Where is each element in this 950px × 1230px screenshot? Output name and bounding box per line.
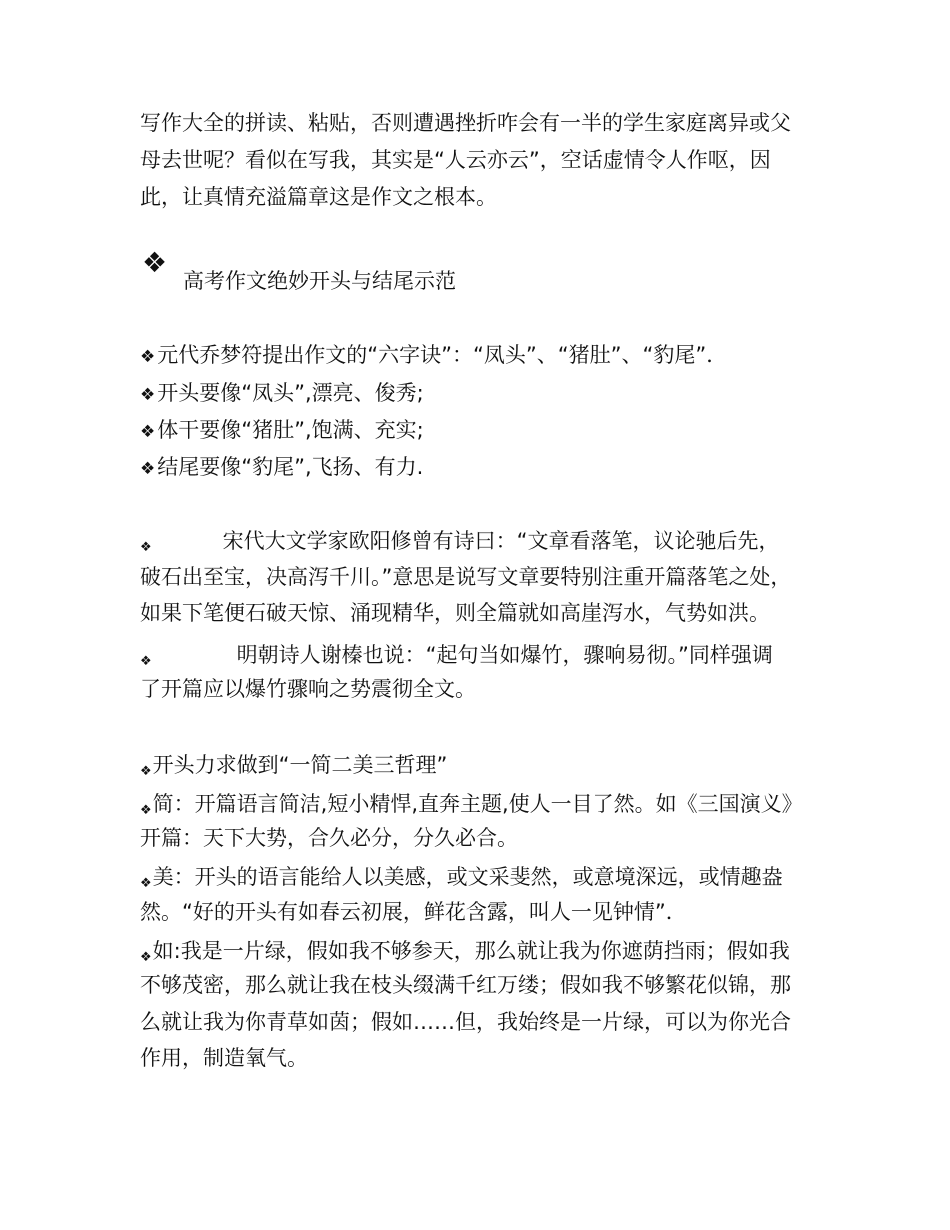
diamond-bullet-icon: ❖ <box>140 950 152 965</box>
list-item-text: 开头要像“凤头”,漂亮、俊秀; <box>157 381 424 405</box>
quote-line: 宋代大文学家欧阳修曾有诗曰：“文章看落笔，议论驰后先， <box>222 529 780 553</box>
principles-heading-text: 开头力求做到“一简二美三哲理” <box>152 753 448 777</box>
principle-line: 然。“好的开头有如春云初展，鲜花含露，叫人一见钟情”． <box>140 900 687 924</box>
diamond-bullet-icon: ❖ <box>140 764 152 779</box>
diamond-bullet-icon: ❖ <box>140 540 152 555</box>
diamond-bullet-icon: ❖ <box>140 347 156 367</box>
example-line: 不够茂密，那么就让我在枝头缀满千红万缕；假如我不够繁花似锦，那 <box>140 973 791 997</box>
intro-line: 此，让真情充溢篇章这是作文之根本。 <box>140 185 497 209</box>
list-item-text: 结尾要像“豹尾”,飞扬、有力. <box>157 455 424 479</box>
diamond-bullet-icon: ❖ <box>140 876 152 891</box>
quote-line: 了开篇应以爆竹骤响之势震彻全文。 <box>140 677 476 701</box>
principle-line: 开篇：天下大势，合久必分，分久必合。 <box>140 826 518 850</box>
list-item <box>140 383 424 404</box>
diamond-bullet-icon: ❖ <box>140 803 152 818</box>
list-item <box>140 420 424 441</box>
list-item <box>140 457 423 478</box>
section-title: 高考作文绝妙开头与结尾示范 <box>183 269 456 293</box>
example-line: 么就让我为你青草如茵；假如……但，我始终是一片绿，可以为你光合 <box>140 1010 791 1034</box>
list-item-text: 元代乔梦符提出作文的“六字诀”：“凤头”、“猪肚”、“豹尾”． <box>157 343 728 367</box>
principle-mei <box>140 867 783 890</box>
quote-line: 破石出至宝，决高泻千川。”意思是说写文章要特别注重开篇落笔之处， <box>140 565 792 589</box>
quote-line: 明朝诗人谢榛也说：“起句当如爆竹，骤响易彻。”同样强调 <box>236 643 773 667</box>
quote-line: 如果下笔便石破天惊、涌现精华，则全篇就如高崖泻水，气势如洪。 <box>140 601 770 625</box>
list-item-text: 体干要像“猪肚”,饱满、充实; <box>157 418 424 442</box>
example-paragraph <box>140 941 790 964</box>
diamond-bullet-icon: ❖ <box>140 459 156 479</box>
diamond-bullet-icon: ❖ <box>140 422 156 442</box>
principles-heading <box>140 755 447 778</box>
principle-line: 简：开篇语言简洁,短小精悍,直奔主题,使人一目了然。如《三国演义》 <box>152 792 803 816</box>
list-item <box>140 345 727 366</box>
quote-paragraph <box>140 645 773 668</box>
example-line: 作用，制造氧气。 <box>140 1046 308 1070</box>
diamond-bullet-icon: ❖ <box>142 246 168 279</box>
diamond-bullet-icon: ❖ <box>140 385 156 405</box>
intro-line: 写作大全的拼读、粘贴，否则遭遇挫折咋会有一半的学生家庭离异或父 <box>140 111 791 135</box>
example-line: 如:我是一片绿，假如我不够参天，那么就让我为你遮荫挡雨；假如我 <box>152 939 790 963</box>
principle-jian <box>140 794 803 817</box>
principle-line: 美：开头的语言能给人以美感，或文采斐然，或意境深远，或情趣盎 <box>152 865 783 889</box>
diamond-bullet-icon: ❖ <box>140 654 152 669</box>
intro-line: 母去世呢？看似在写我，其实是“人云亦云”，空话虚情令人作呕，因 <box>140 148 771 172</box>
quote-paragraph <box>140 531 780 554</box>
